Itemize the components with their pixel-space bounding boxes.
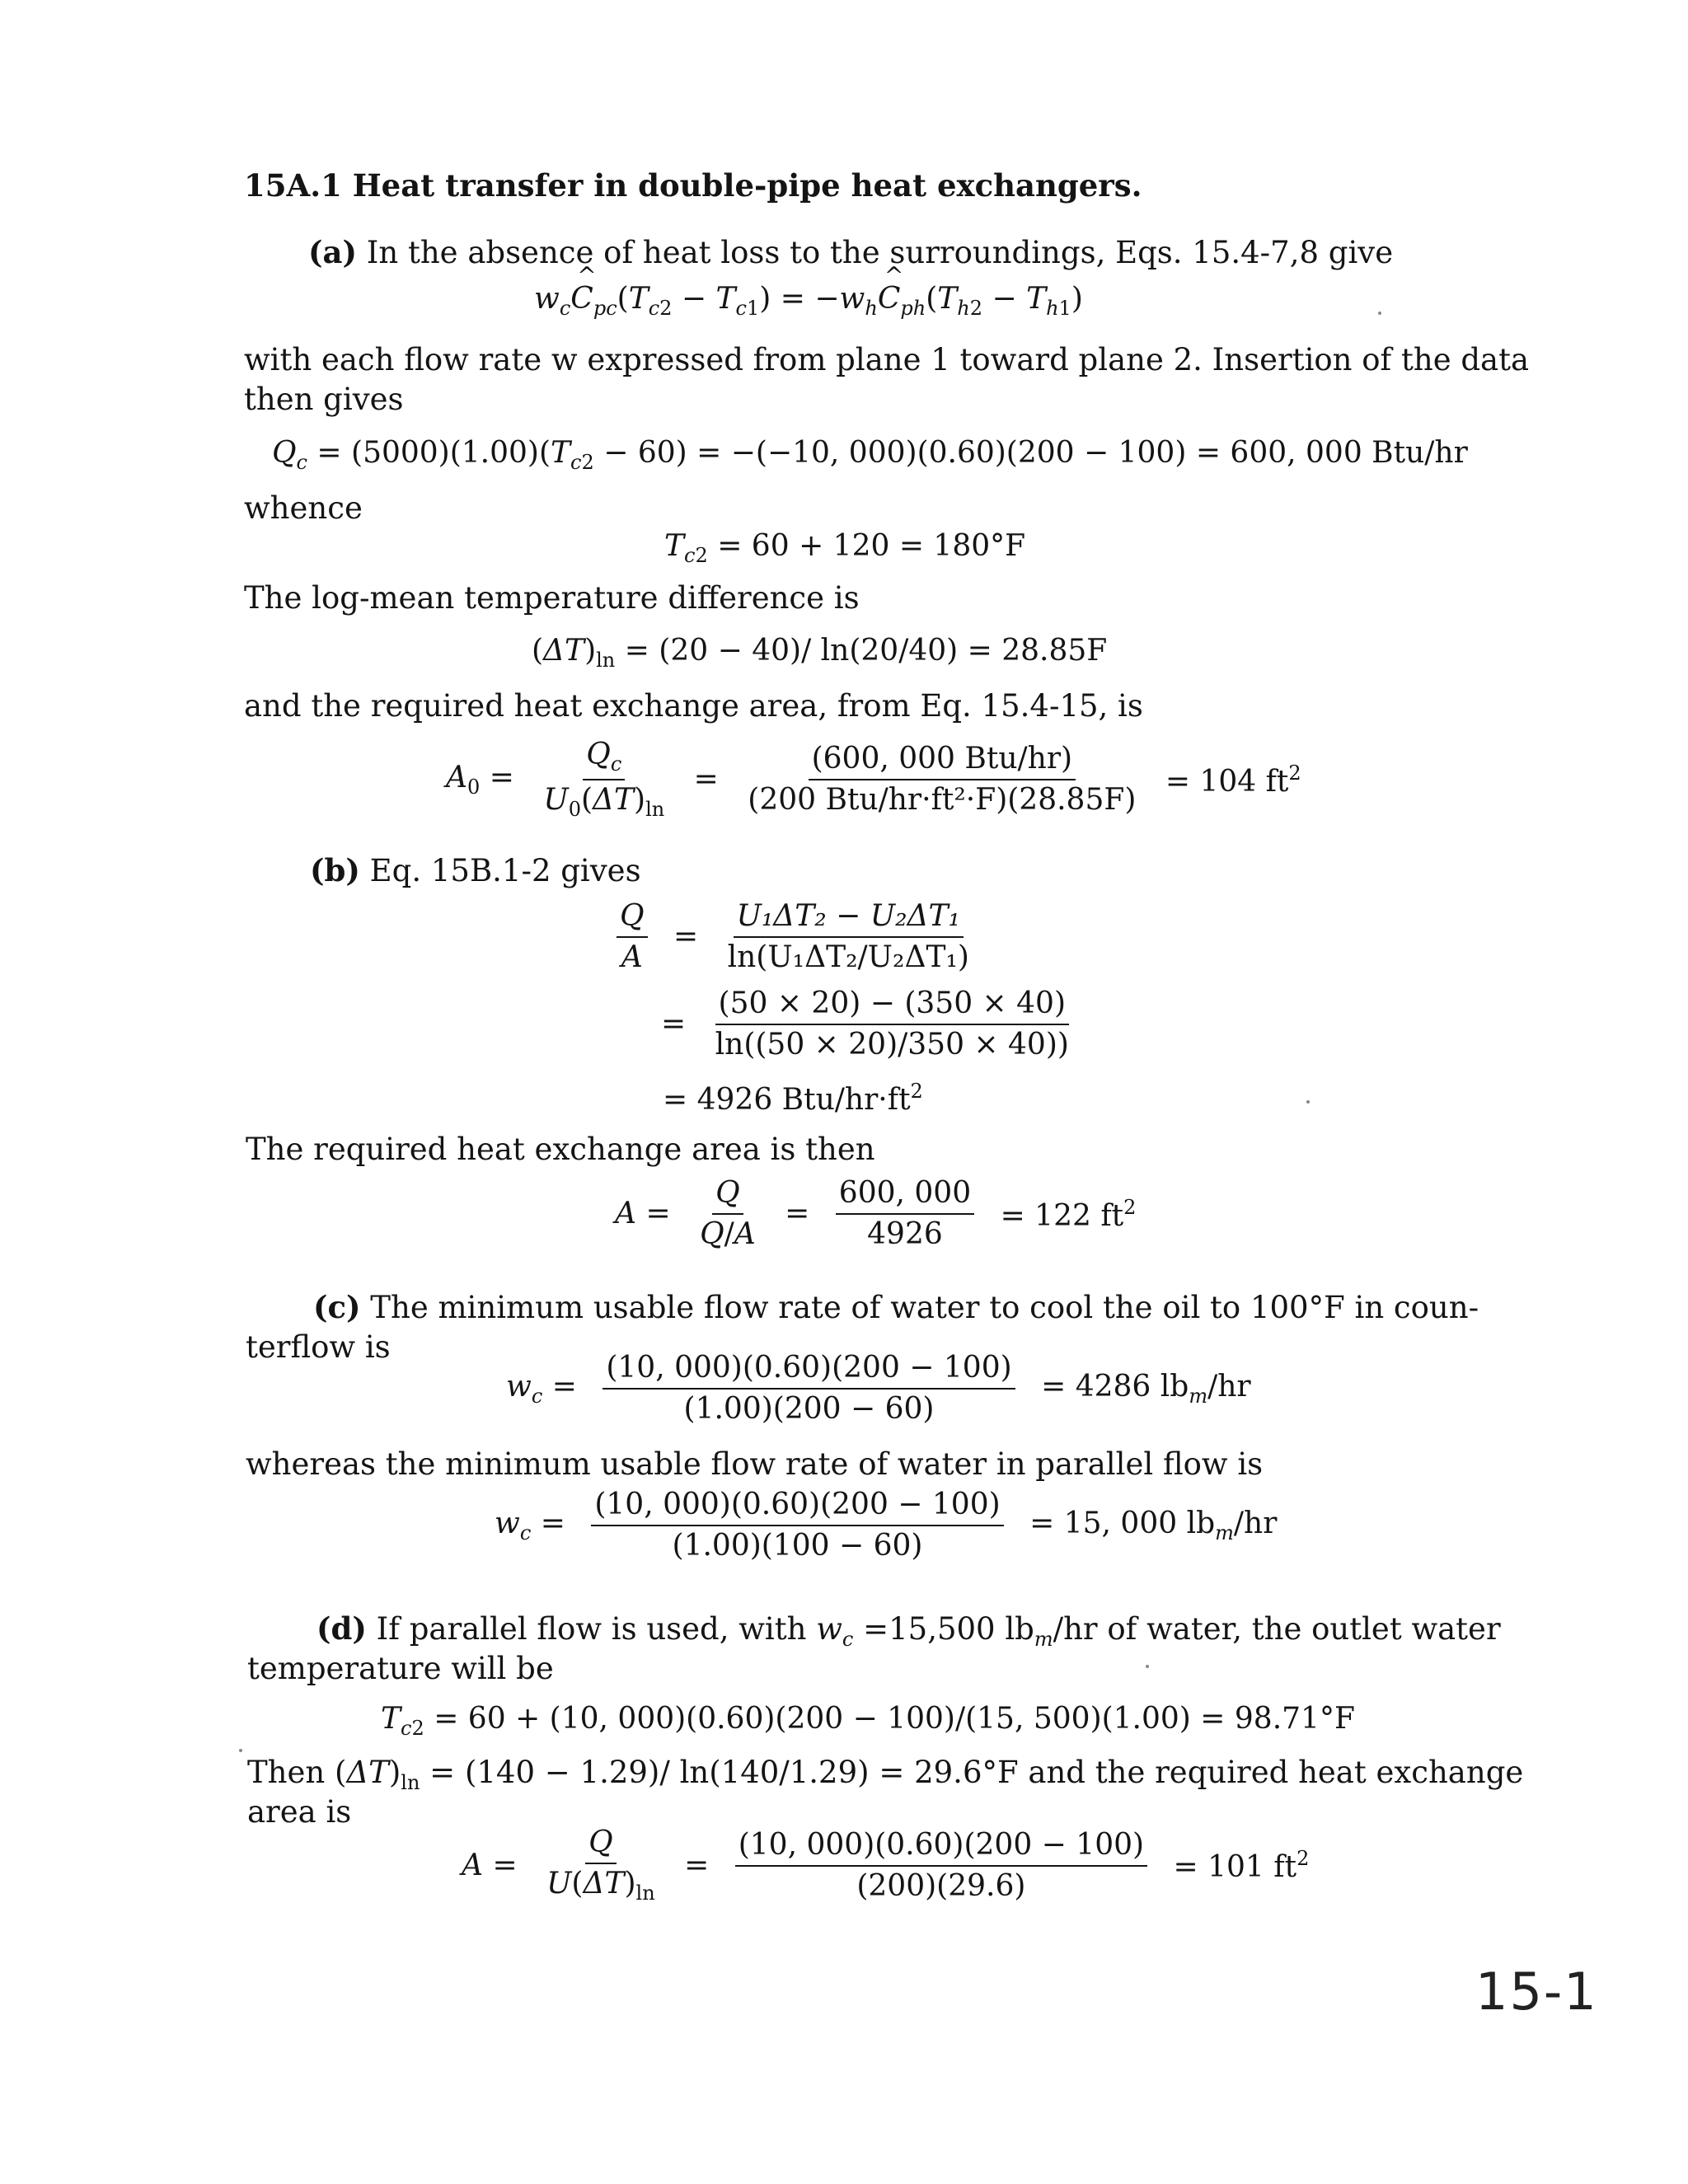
counterflow-equation: $w_c$ = $\frac{(10, 000)(0.60)(200 - 100)}{(1.00)(200 - 60)}$ = 4286 $lb_m/hr$ bbox=[506, 1351, 1251, 1426]
lmtd-equation: $(\Delta T)_{ln} = (20 - 40)/$ ln(20/40) = 28.85F bbox=[532, 634, 1108, 672]
part-c-intro: (c) The minimum usable flow rate of water to cool the oil to 100°F in coun- bbox=[313, 1289, 1479, 1325]
parallel-intro: whereas the minimum usable flow rate of water in parallel flow is bbox=[246, 1446, 1264, 1482]
scan-speck bbox=[1378, 312, 1381, 315]
whence-text: whence bbox=[244, 490, 363, 526]
part-a-intro: (a) In the absence of heat loss to the surroundings, Eqs. 15.4-7,8 give bbox=[308, 234, 1394, 270]
part-c-label: (c) bbox=[313, 1289, 361, 1325]
parallel-equation: $w_c$ = $\frac{(10, 000)(0.60)(200 - 100)}{(1.00)(100 - 60)}$ = 15, 000 $lb_m/hr$ bbox=[495, 1488, 1278, 1563]
scan-speck bbox=[1146, 1665, 1149, 1668]
qa-equation-1: $\frac{Q}{A}$ = $\frac{\text{U₁ΔT₂ − U₂ΔT₁}}{\text{ln(U₁ΔT₂/U₂ΔT₁)}}$ bbox=[612, 902, 978, 972]
part-c-intro-2: terflow is bbox=[246, 1329, 391, 1365]
area-equation-b: A = $\frac{Q}{Q/A}$ = $\frac{600, 000}{4926}$ = 122 $ft^2$ bbox=[615, 1176, 1137, 1251]
part-a-label: (a) bbox=[308, 234, 357, 270]
part-d-then-2: area is bbox=[247, 1794, 352, 1830]
area-equation-d: A = $\frac{Q}{U(\Delta T)_{ln}}$ = $\frac{(10, 000)(0.60)(200 - 100)}{(200)(29.6)}$ = 101 $ft^2$ bbox=[462, 1825, 1310, 1905]
tc2-parallel-equation: $T_{c2} = 60 + (10$, 000)(0.60)(200 − 100)/(15, 500)(1.00) = 98.71°F bbox=[381, 1702, 1355, 1740]
qc-equation: $Q_c = (5000)(1.00)(T_{c2} - 60) = -(-10$, 000)(0.60)(200 − 100) = 600, 000 Btu/hr bbox=[272, 436, 1468, 474]
scan-speck bbox=[1306, 1100, 1310, 1104]
area-equation-a: $A_0$ = $\frac{Q_c}{U_0(\Delta T)_{ln}}$ = $\frac{\text{(600, 000 Btu/hr)}}{\text{(200 Btu/hr·ft²·F)(28.85F)}}$ = 104 $ft^2$ bbox=[446, 738, 1301, 821]
part-d-label: (d) bbox=[316, 1610, 367, 1647]
tc2-result: $T_{c2} = 60 + 120 = 180^\circ F$ bbox=[664, 529, 1026, 567]
lmtd-intro: The log-mean temperature difference is bbox=[244, 580, 860, 616]
section-heading: 15A.1 Heat transfer in double-pipe heat exchangers. bbox=[244, 167, 1142, 204]
part-d-then: Then $(\Delta T)_{ln} = (140 - 1.29)/$ ln(140/1.29) = 29.6°F and the required heat exchange bbox=[247, 1755, 1524, 1794]
qa-result: = 4926 Btu/$hr\cdot ft^2$ bbox=[663, 1080, 923, 1117]
part-a-text-1: with each flow rate w expressed from plane 1 toward plane 2. Insertion of the data bbox=[244, 342, 1530, 377]
page-number: 15-1 bbox=[1475, 1961, 1598, 2022]
area-intro: and the required heat exchange area, from Eq. 15.4-15, is bbox=[244, 688, 1143, 724]
energy-balance-equation: $w_c\^{}$ $C_{pc}(T_{c2} - T_{c1})$ = $-w_h\^{}$ $C_{ph}(T_{h2} - T_{h1})$ bbox=[534, 284, 1083, 318]
part-b-label: (b) bbox=[310, 852, 360, 888]
scan-speck bbox=[239, 1749, 242, 1752]
part-b-area-intro: The required heat exchange area is then bbox=[246, 1132, 875, 1167]
part-a-text-2: then gives bbox=[244, 382, 404, 417]
qa-equation-2: = $\frac{(50 \times 20) - (350 \times 40)}{\ln((50 \times 20)/350 \times 40))}$ bbox=[661, 987, 1069, 1062]
part-d-intro-2: temperature will be bbox=[247, 1651, 554, 1686]
part-b-intro: (b) Eq. 15B.1-2 gives bbox=[310, 852, 641, 888]
part-d-intro: (d) If parallel flow is used, with $w_c =15,500$ $lb_m/hr$ of water, the outlet water bbox=[316, 1610, 1501, 1651]
